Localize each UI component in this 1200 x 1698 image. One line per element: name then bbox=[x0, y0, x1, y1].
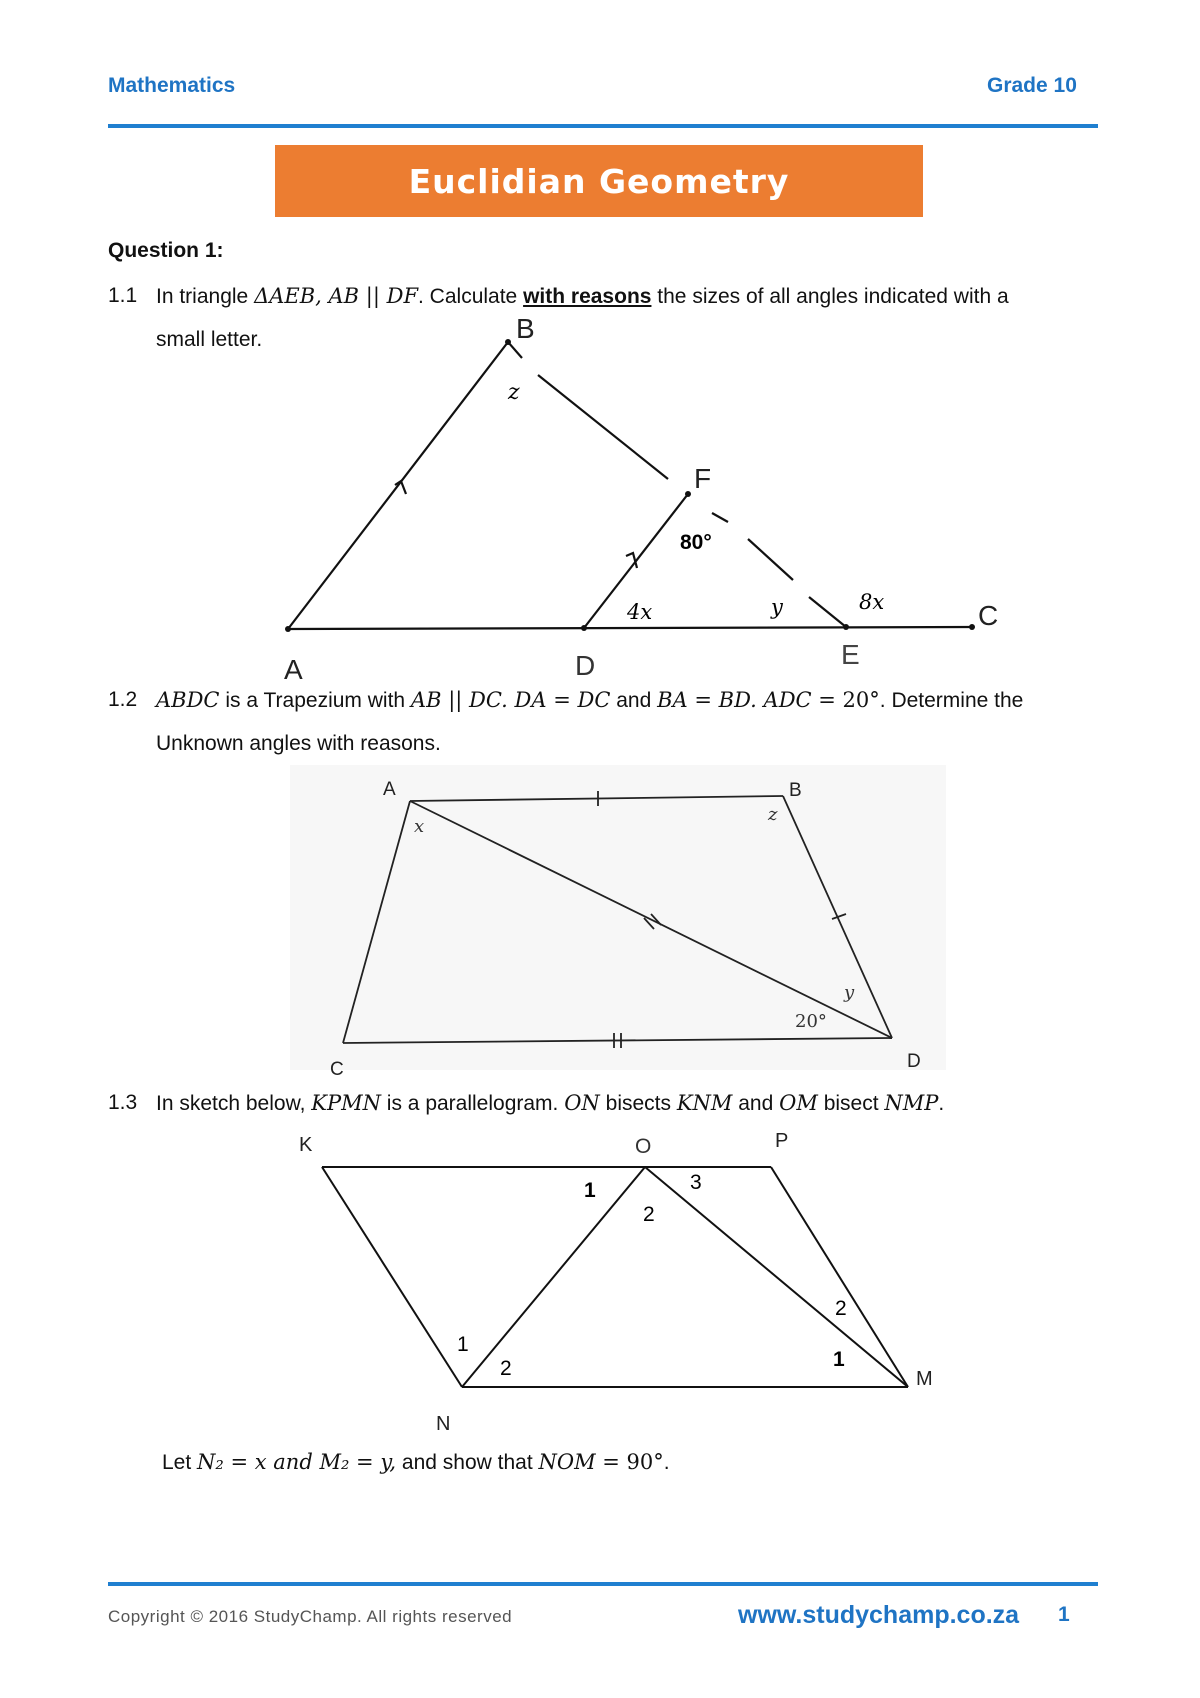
angle-8x: 8x bbox=[859, 590, 885, 614]
label-k: K bbox=[299, 1134, 313, 1156]
q1-1-number: 1.1 bbox=[108, 284, 138, 307]
label-d: D bbox=[575, 650, 596, 681]
q1-3-t6: . bbox=[938, 1092, 945, 1115]
footer-copyright: Copyright © 2016 StudyChamp. All rights reserved bbox=[108, 1607, 513, 1626]
q1-2-math3b: = 20° bbox=[811, 688, 880, 712]
segment-kn bbox=[322, 1167, 462, 1387]
q1-3-t4: and bbox=[732, 1092, 780, 1115]
q1-1-lead: In triangle bbox=[156, 285, 255, 308]
angle-m1: 1 bbox=[833, 1348, 845, 1371]
footer-url[interactable]: www.studychamp.co.za bbox=[738, 1601, 1020, 1629]
segment-on bbox=[462, 1167, 645, 1387]
q1-3-final bbox=[162, 1447, 670, 1478]
label-m: M bbox=[916, 1368, 933, 1390]
angle-y: y bbox=[771, 595, 783, 619]
q1-3-final-math1: N₂ = x and M₂ = y, bbox=[197, 1450, 397, 1474]
q1-2-line2: Unknown angles with reasons. bbox=[156, 732, 441, 755]
q1-2-t2: and bbox=[610, 689, 658, 712]
q1-3-final-math2: NOM bbox=[538, 1450, 596, 1474]
label-a-2: A bbox=[383, 779, 396, 800]
label-c-2: C bbox=[330, 1059, 344, 1080]
label-c: C bbox=[978, 600, 999, 631]
label-p: P bbox=[775, 1130, 789, 1152]
q1-2-text bbox=[156, 685, 1096, 716]
q1-1-emphasis: with reasons bbox=[523, 285, 652, 308]
angle-o1: 1 bbox=[584, 1179, 596, 1202]
figure-1-1 bbox=[288, 342, 972, 629]
q1-3-math2: ON bbox=[564, 1091, 600, 1115]
q1-3-number: 1.3 bbox=[108, 1091, 138, 1114]
q1-3-final-t1: Let bbox=[162, 1451, 198, 1474]
page-title: Euclidian Geometry bbox=[275, 145, 923, 217]
q1-3-t5: bisect bbox=[817, 1092, 885, 1115]
label-b: B bbox=[516, 313, 535, 344]
q1-3-final-math2b: = 90° bbox=[595, 1450, 664, 1474]
q1-3-t3: bisects bbox=[599, 1092, 677, 1115]
segment-ac bbox=[288, 627, 972, 629]
q1-2-t1: is a Trapezium with bbox=[219, 689, 411, 712]
q1-3-final-t3: . bbox=[663, 1451, 670, 1474]
label-n: N bbox=[436, 1413, 451, 1435]
angle-80: 80° bbox=[680, 531, 712, 554]
segment-ab bbox=[288, 342, 508, 629]
q1-3-t2: is a parallelogram. bbox=[380, 1092, 565, 1115]
label-d-2: D bbox=[907, 1051, 921, 1072]
label-e: E bbox=[841, 639, 860, 670]
angle-m2: 2 bbox=[835, 1297, 847, 1320]
q1-2-number: 1.2 bbox=[108, 688, 138, 711]
angle-z: z bbox=[508, 380, 520, 405]
figure-1-3 bbox=[322, 1167, 908, 1387]
q1-2-math3: BA = BD. ADC bbox=[657, 688, 812, 712]
q1-3-math1: KPMN bbox=[311, 1091, 381, 1115]
label-o: O bbox=[635, 1135, 652, 1158]
label-a: A bbox=[284, 654, 303, 685]
q1-1-line2: small letter. bbox=[156, 328, 263, 351]
q1-1-tail: the sizes of all angles indicated with a bbox=[651, 285, 1009, 308]
q1-3-math4: OM bbox=[779, 1091, 818, 1115]
angle-n1: 1 bbox=[457, 1333, 469, 1356]
question-heading: Question 1: bbox=[108, 239, 224, 262]
label-b-2: B bbox=[789, 780, 802, 801]
angle-y-2: y bbox=[844, 982, 855, 1003]
q1-2-t3: . Determine the bbox=[879, 689, 1024, 712]
angle-z-2: z bbox=[768, 804, 778, 825]
q1-3-text bbox=[156, 1088, 1096, 1119]
angle-x-2: x bbox=[414, 816, 425, 837]
angle-4x: 4x bbox=[627, 600, 653, 624]
q1-3-t1: In sketch below, bbox=[156, 1092, 312, 1115]
header-subject: Mathematics bbox=[108, 74, 236, 97]
angle-20-2: 20° bbox=[795, 1011, 827, 1032]
q1-1-math: ΔAEB, AB || DF bbox=[254, 284, 419, 308]
footer-rule bbox=[108, 1582, 1098, 1586]
angle-n2: 2 bbox=[500, 1357, 512, 1380]
page-number: 1 bbox=[1058, 1603, 1070, 1626]
q1-3-final-t2: and show that bbox=[396, 1451, 539, 1474]
label-f: F bbox=[694, 463, 712, 494]
q1-2-math2: AB || DC. DA = DC bbox=[410, 688, 611, 712]
q1-3-math5: NMP bbox=[884, 1091, 939, 1115]
q1-2-math1: ABDC bbox=[156, 688, 220, 712]
angle-o3: 3 bbox=[690, 1171, 702, 1194]
segment-om bbox=[645, 1167, 908, 1387]
segment-bf bbox=[538, 375, 668, 479]
q1-1-mid: . Calculate bbox=[418, 285, 524, 308]
header-grade: Grade 10 bbox=[987, 74, 1077, 97]
angle-o2: 2 bbox=[643, 1203, 655, 1226]
figure-1-2-background bbox=[290, 765, 946, 1070]
figure-1-1-points bbox=[285, 339, 975, 632]
q1-3-math3: KNM bbox=[676, 1091, 733, 1115]
